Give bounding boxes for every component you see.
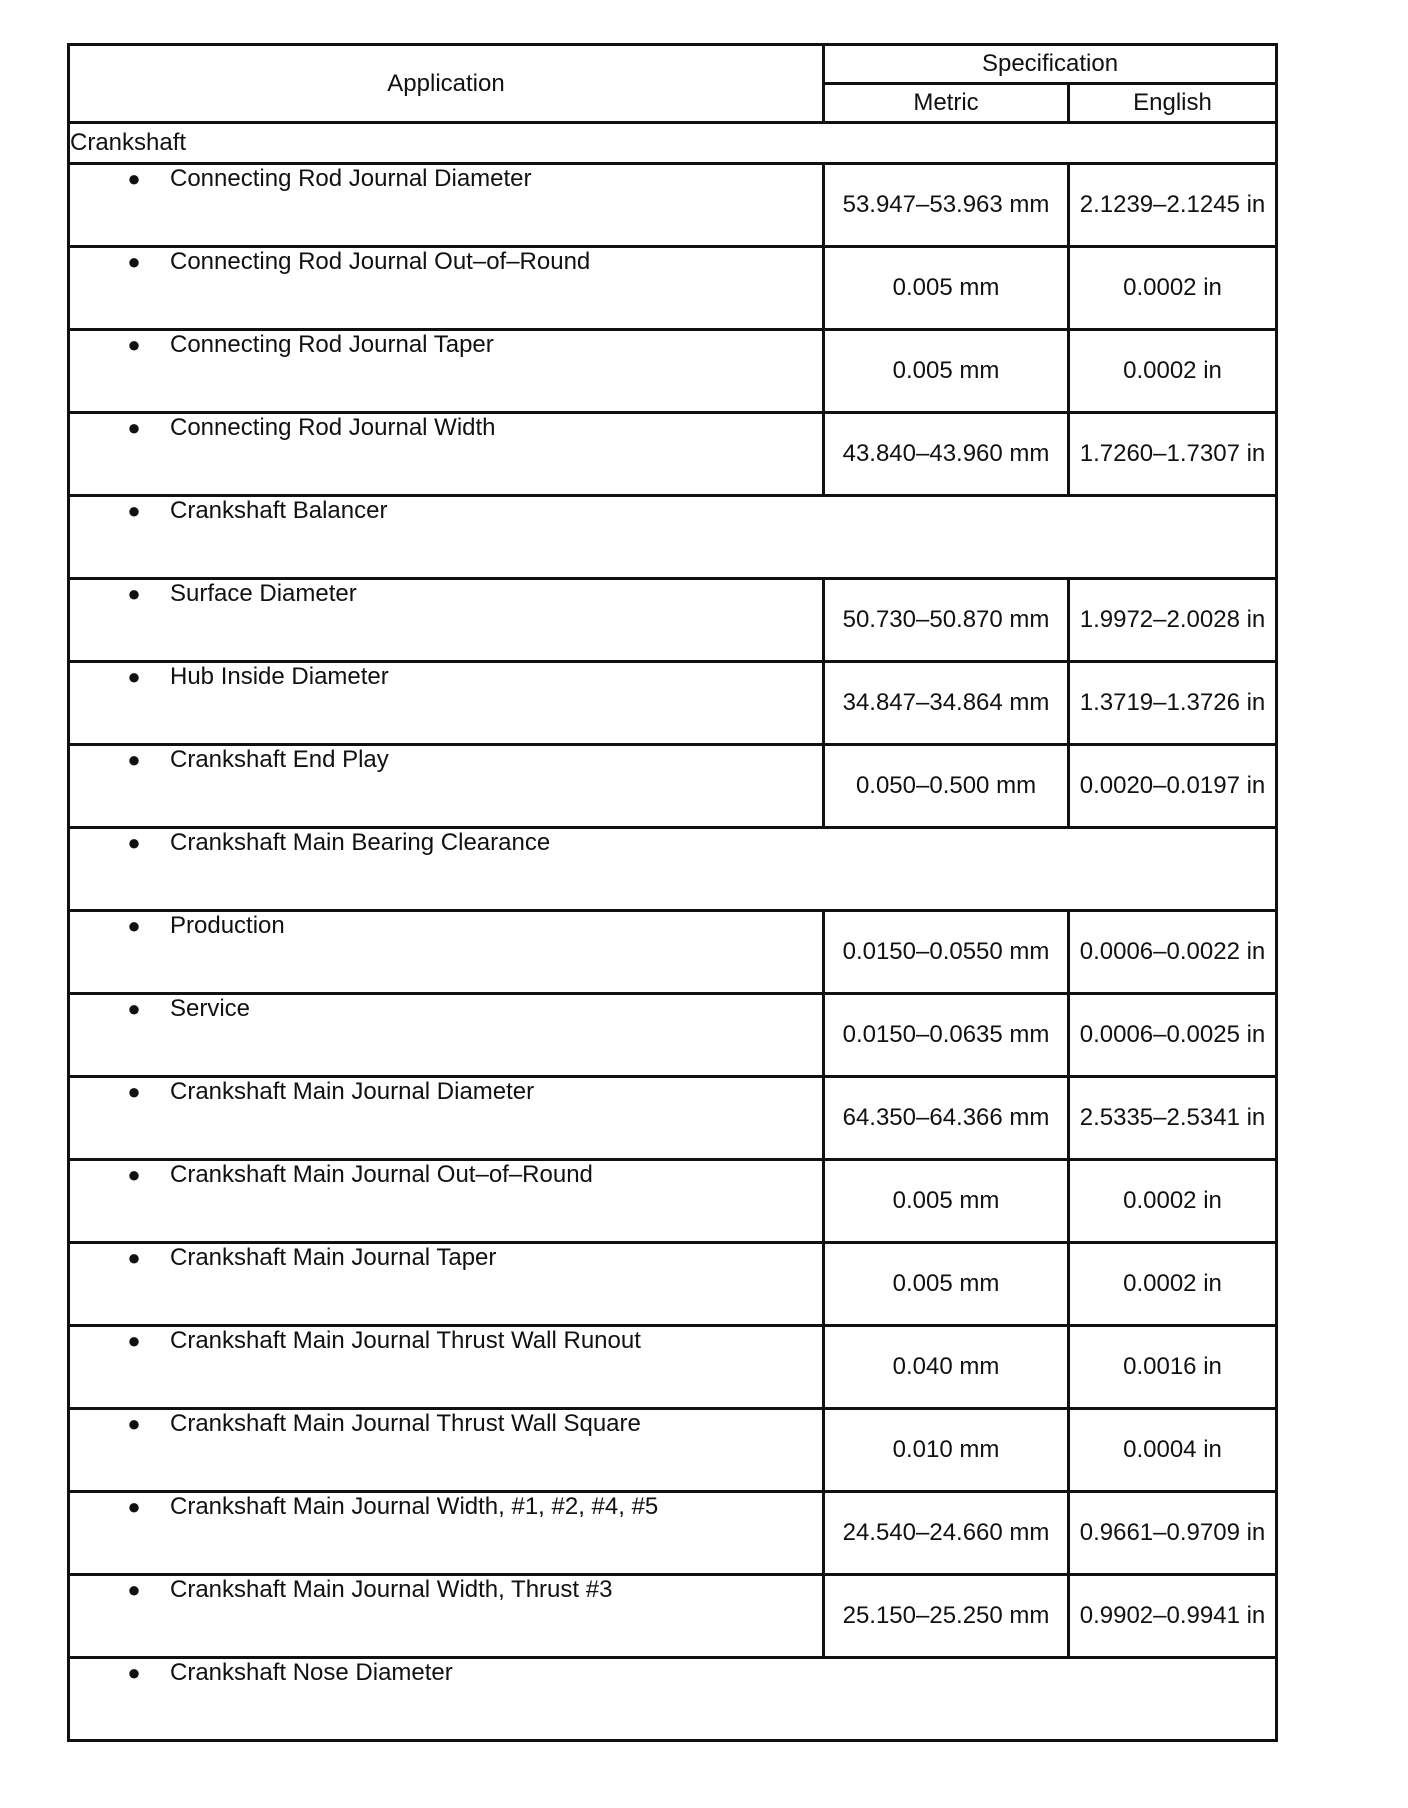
application-cell: [69, 1326, 824, 1409]
table-row: [69, 994, 1277, 1077]
bullet-icon: ●: [127, 996, 141, 1021]
english-value: 1.9972–2.0028 in: [1069, 579, 1277, 662]
table-row: [69, 330, 1277, 413]
table-row: [69, 1326, 1277, 1409]
table-row: [69, 579, 1277, 662]
metric-value: 34.847–34.864 mm: [824, 662, 1069, 745]
application-label: Connecting Rod Journal Out–of–Round: [170, 248, 591, 275]
application-cell: [69, 1575, 824, 1658]
application-cell: [69, 496, 1277, 579]
english-value: 1.7260–1.7307 in: [1069, 413, 1277, 496]
english-value: 2.5335–2.5341 in: [1069, 1077, 1277, 1160]
metric-value: 0.005 mm: [824, 330, 1069, 413]
application-label: Service: [170, 995, 251, 1022]
application-label: Crankshaft Main Journal Taper: [170, 1244, 497, 1271]
metric-value: 0.005 mm: [824, 1160, 1069, 1243]
application-cell: [69, 994, 824, 1077]
metric-value: 25.150–25.250 mm: [824, 1575, 1069, 1658]
english-value: 0.0002 in: [1069, 1160, 1277, 1243]
bullet-icon: ●: [127, 1411, 141, 1436]
bullet-icon: ●: [127, 498, 141, 523]
table-row: [69, 1160, 1277, 1243]
english-value: 0.9661–0.9709 in: [1069, 1492, 1277, 1575]
application-label: Crankshaft Main Journal Width, Thrust #3: [170, 1576, 613, 1603]
metric-header: Metric: [824, 84, 1069, 123]
application-label: Connecting Rod Journal Taper: [170, 331, 494, 358]
application-label: Crankshaft Main Bearing Clearance: [170, 829, 551, 856]
english-value: 0.0016 in: [1069, 1326, 1277, 1409]
bullet-icon: ●: [127, 1660, 141, 1685]
table-row: [69, 1077, 1277, 1160]
application-label: Crankshaft Main Journal Diameter: [170, 1078, 535, 1105]
english-value: 0.0006–0.0025 in: [1069, 994, 1277, 1077]
table-row: [69, 164, 1277, 247]
application-header: Application: [69, 45, 824, 123]
table-row: [69, 247, 1277, 330]
bullet-icon: ●: [127, 1494, 141, 1519]
metric-value: 53.947–53.963 mm: [824, 164, 1069, 247]
application-cell: [69, 1160, 824, 1243]
application-cell: [69, 413, 824, 496]
section-heading: Crankshaft: [69, 123, 1277, 164]
application-label: Connecting Rod Journal Diameter: [170, 165, 532, 192]
table-row: [69, 1409, 1277, 1492]
english-value: 0.9902–0.9941 in: [1069, 1575, 1277, 1658]
application-cell: [69, 662, 824, 745]
application-cell: [69, 330, 824, 413]
application-cell: [69, 164, 824, 247]
table-row: [69, 662, 1277, 745]
table-row: [69, 828, 1277, 911]
bullet-icon: ●: [127, 747, 141, 772]
specification-table: [67, 43, 1278, 1742]
application-label: Crankshaft End Play: [170, 746, 389, 773]
metric-value: 0.050–0.500 mm: [824, 745, 1069, 828]
application-cell: [69, 745, 824, 828]
bullet-icon: ●: [127, 581, 141, 606]
metric-value: 0.010 mm: [824, 1409, 1069, 1492]
application-cell: [69, 247, 824, 330]
application-label: Crankshaft Balancer: [170, 497, 388, 524]
table-row: [69, 911, 1277, 994]
application-label: Crankshaft Main Journal Thrust Wall Runout: [170, 1327, 641, 1354]
english-value: 0.0002 in: [1069, 247, 1277, 330]
application-label: Surface Diameter: [170, 580, 357, 607]
metric-value: 0.0150–0.0635 mm: [824, 994, 1069, 1077]
english-value: 0.0006–0.0022 in: [1069, 911, 1277, 994]
bullet-icon: ●: [127, 249, 141, 274]
application-cell: [69, 1409, 824, 1492]
table-row: [69, 1492, 1277, 1575]
bullet-icon: ●: [127, 1162, 141, 1187]
bullet-icon: ●: [127, 166, 141, 191]
application-cell: [69, 1658, 1277, 1741]
bullet-icon: ●: [127, 1328, 141, 1353]
table-row: [69, 1575, 1277, 1658]
table-row: [69, 1243, 1277, 1326]
metric-value: 0.005 mm: [824, 247, 1069, 330]
table-row: [69, 1658, 1277, 1741]
bullet-icon: ●: [127, 830, 141, 855]
table-row: [69, 745, 1277, 828]
application-label: Crankshaft Nose Diameter: [170, 1659, 453, 1686]
english-value: 1.3719–1.3726 in: [1069, 662, 1277, 745]
table-row: [69, 413, 1277, 496]
application-cell: [69, 1492, 824, 1575]
bullet-icon: ●: [127, 664, 141, 689]
application-label: Crankshaft Main Journal Out–of–Round: [170, 1161, 593, 1188]
specification-header: Specification: [824, 45, 1277, 84]
english-value: 0.0004 in: [1069, 1409, 1277, 1492]
application-label: Production: [170, 912, 285, 939]
bullet-icon: ●: [127, 1245, 141, 1270]
metric-value: 50.730–50.870 mm: [824, 579, 1069, 662]
metric-value: 0.040 mm: [824, 1326, 1069, 1409]
application-cell: [69, 1077, 824, 1160]
application-label: Crankshaft Main Journal Width, #1, #2, #4, #5: [170, 1493, 659, 1520]
bullet-icon: ●: [127, 1079, 141, 1104]
application-cell: [69, 1243, 824, 1326]
metric-value: 24.540–24.660 mm: [824, 1492, 1069, 1575]
metric-value: 0.0150–0.0550 mm: [824, 911, 1069, 994]
bullet-icon: ●: [127, 913, 141, 938]
application-cell: [69, 911, 824, 994]
english-value: 0.0002 in: [1069, 330, 1277, 413]
metric-value: 0.005 mm: [824, 1243, 1069, 1326]
metric-value: 64.350–64.366 mm: [824, 1077, 1069, 1160]
metric-value: 43.840–43.960 mm: [824, 413, 1069, 496]
application-label: Crankshaft Main Journal Thrust Wall Square: [170, 1410, 641, 1437]
english-value: 0.0020–0.0197 in: [1069, 745, 1277, 828]
english-value: 0.0002 in: [1069, 1243, 1277, 1326]
table-row: [69, 496, 1277, 579]
english-value: 2.1239–2.1245 in: [1069, 164, 1277, 247]
application-cell: [69, 579, 824, 662]
english-header: English: [1069, 84, 1277, 123]
application-label: Hub Inside Diameter: [170, 663, 389, 690]
bullet-icon: ●: [127, 415, 141, 440]
application-label: Connecting Rod Journal Width: [170, 414, 496, 441]
application-cell: [69, 828, 1277, 911]
bullet-icon: ●: [127, 1577, 141, 1602]
bullet-icon: ●: [127, 332, 141, 357]
